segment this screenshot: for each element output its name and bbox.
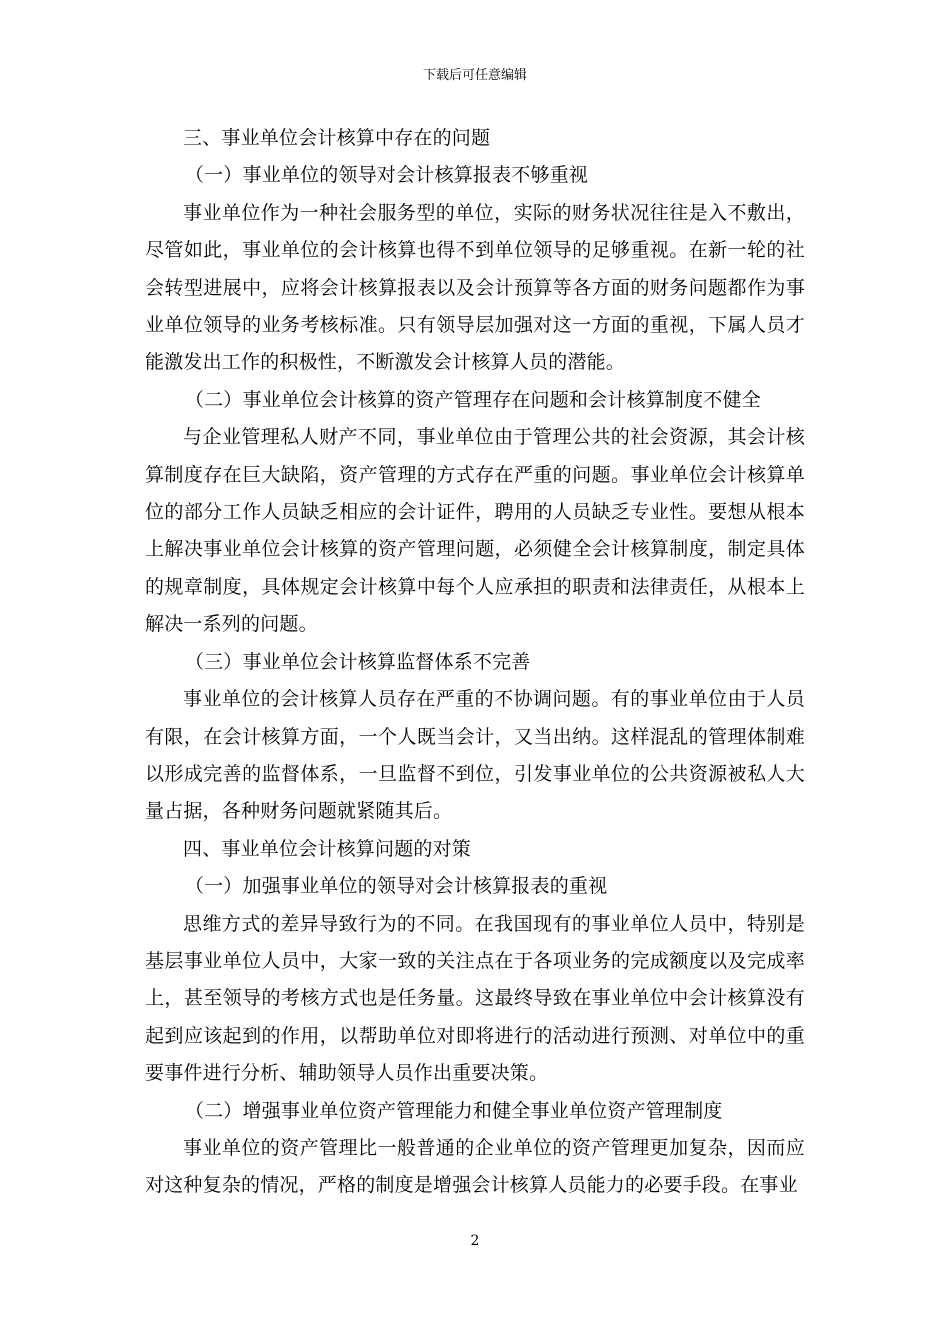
subsection-heading: （三）事业单位会计核算监督体系不完善 bbox=[184, 650, 531, 673]
body-paragraph: 事业单位作为一种社会服务型的单位，实际的财务状况往往是入不敷出，尽管如此，事业单位的会计核算也得不到单位领导的足够重视。在新一轮的社会转型进展中，应将会计核算报表以及会计预算等各方面的财务问题都作为事业单位领导的业务考核标准。只有领导层加强对这一方面的重视，下属人员才能激发出工作的积极性，不断激发会计核算人员的潜能。 bbox=[145, 201, 805, 374]
body-paragraph: 思维方式的差异导致行为的不同。在我国现有的事业单位人员中，特别是基层事业单位人员中，大家一致的关注点在于各项业务的完成额度以及完成率上，甚至领导的考核方式也是任务量。这最终导致在事业单位中会计核算没有起到应该起到的作用，以帮助单位对即将进行的活动进行预测、对单位中的重要事件进行分析、辅助领导人员作出重要决策。 bbox=[145, 912, 805, 1085]
page-number: 2 bbox=[470, 1233, 480, 1249]
subsection-heading: （一）加强事业单位的领导对会计核算报表的重视 bbox=[184, 875, 608, 898]
section-heading: 三、事业单位会计核算中存在的问题 bbox=[183, 127, 491, 149]
page-header: 下载后可任意编辑 bbox=[422, 68, 527, 83]
body-paragraph: 事业单位的会计核算人员存在严重的不协调问题。有的事业单位由于人员有限，在会计核算方面，一个人既当会计，又当出纳。这样混乱的管理体制难以形成完善的监督体系，一旦监督不到位，引发事业单位的公共资源被私人大量占据，各种财务问题就紧随其后。 bbox=[145, 688, 805, 823]
subsection-heading: （二）事业单位会计核算的资产管理存在问题和会计核算制度不健全 bbox=[184, 388, 761, 411]
subsection-heading: （一）事业单位的领导对会计核算报表不够重视 bbox=[184, 164, 589, 187]
body-paragraph: 事业单位的资产管理比一般普通的企业单位的资产管理更加复杂，因而应对这种复杂的情况，严格的制度是增强会计核算人员能力的必要手段。在事业 bbox=[145, 1136, 805, 1197]
body-paragraph: 与企业管理私人财产不同，事业单位由于管理公共的社会资源，其会计核算制度存在巨大缺陷，资产管理的方式存在严重的问题。事业单位会计核算单位的部分工作人员缺乏相应的会计证件，聘用的人员缺乏专业性。要想从根本上解决事业单位会计核算的资产管理问题，必须健全会计核算制度，制定具体的规章制度，具体规定会计核算中每个人应承担的职责和法律责任，从根本上解决一系列的问题。 bbox=[145, 426, 805, 636]
subsection-heading: （二）增强事业单位资产管理能力和健全事业单位资产管理制度 bbox=[184, 1099, 723, 1122]
section-heading: 四、事业单位会计核算问题的对策 bbox=[183, 837, 472, 860]
document-body bbox=[145, 120, 805, 1205]
